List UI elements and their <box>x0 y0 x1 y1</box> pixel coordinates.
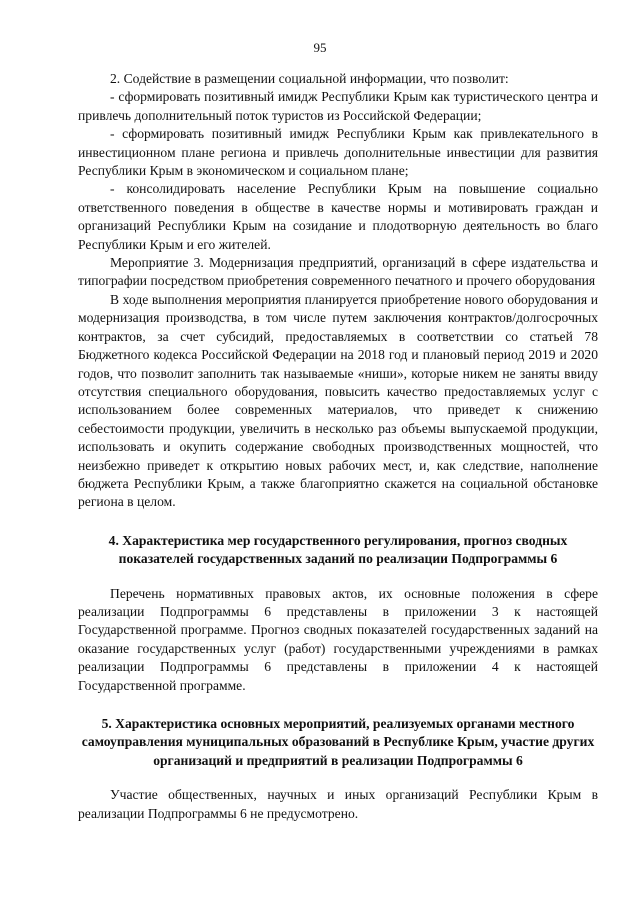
paragraph-investment-image: - сформировать позитивный имидж Республики Крым как привлекательного в инвестиционном плане региона и привлечь дополнительные инвестиции для развития Республики Крым в экономическом и социальном плане; <box>78 126 598 179</box>
paragraph-social-info: 2. Содействие в размещении социальной информации, что позволит: <box>110 71 509 86</box>
paragraph-measure-3-description: В ходе выполнения мероприятия планируется приобретение нового оборудования и модернизация производства, в том числе путем заключения контрактов/долгосрочных контрактов, за счет субсидий, предоставляемых в соответствии со статьей 78 Бюджетного кодекса Российской Федерации на 2018 год и плановый период 2019 и 2020 годов, что позволит заполнить так называемые «ниши», которые никем не заняты ввиду отсутствия специального оборудования, повысить качество предоставляемых услуг с использованием более современных материалов, что приведет к снижению себестоимости продукции, увеличить в несколько раз объемы выпускаемой продукции, использовать и окупить содержание свободных производственных мощностей, что неизбежно приведет к открытию новых рабочих мест, и, как следствие, наполнение бюджета Республики Крым, а также благоприятно скажется на социальной обстановке региона в целом. <box>78 291 598 510</box>
section-4-text: Перечень нормативных правовых актов, их основные положения в сфере реализации Подпрограммы 6 представлены в приложении 3 к настоящей Государственной программе. Прогноз сводных показателей государственных заданий на оказание государственных услуг (работ) государственными учреждениями в рамках реализации Подпрограммы 6 представлены в приложении 4 к настоящей Государственной программе. <box>78 585 598 693</box>
paragraph-consolidate-population: - консолидировать население Республики Крым на повышение социально ответственного поведения в обществе в качестве нормы и мотивировать граждан и организаций Республики Крым на созидание и плодотворную деятельность во благо Республики Крым и его жителей. <box>78 181 598 252</box>
paragraph-measure-3-title: Мероприятие 3. Модернизация предприятий, организаций в сфере издательства и типографии посредством приобретения современного печатного и прочего оборудования <box>78 255 598 289</box>
page-number: 95 <box>313 40 327 55</box>
section-5-heading: 5. Характеристика основных мероприятий, реализуемых органами местного самоуправления муниципальных образований в Республике Крым, участие других организаций и предприятий в реализации Подпрограммы 6 <box>81 716 595 768</box>
section-4-heading: 4. Характеристика мер государственного регулирования, прогноз сводных показателей государственных заданий по реализации Подпрограммы 6 <box>108 532 568 567</box>
page-content <box>78 70 598 823</box>
paragraph-tourism-image: - сформировать позитивный имидж Республики Крым как туристического центра и привлечь дополнительный поток туристов из Российской Федерации; <box>78 89 598 123</box>
section-5-text: Участие общественных, научных и иных организаций Республики Крым в реализации Подпрограммы 6 не предусмотрено. <box>78 787 598 821</box>
